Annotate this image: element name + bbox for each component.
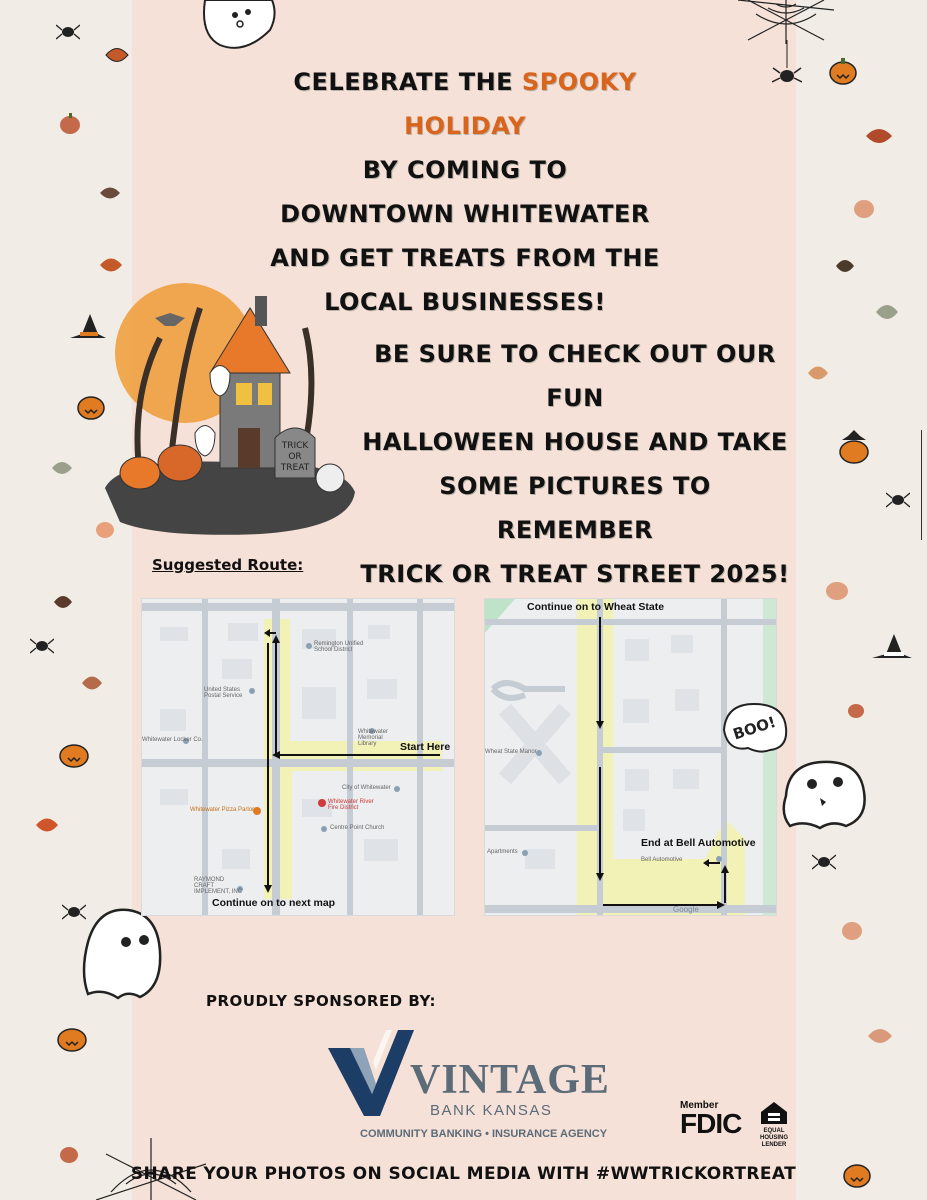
headline-line-3: DOWNTOWN WHITEWATER — [280, 200, 650, 228]
boo-ghost-icon — [718, 700, 792, 756]
leaf-icon — [806, 362, 830, 384]
headline-accent: SPOOKY HOLIDAY — [404, 68, 637, 140]
route-map-1[interactable] — [141, 598, 455, 916]
route-map-2[interactable] — [484, 598, 777, 916]
fdic-member-text: Member — [680, 1100, 719, 1111]
end-bell-automotive-label: End at Bell Automotive — [641, 837, 756, 849]
bank-name: VINTAGE — [410, 1057, 610, 1103]
leaf-icon — [104, 44, 130, 66]
headline-line-5: LOCAL BUSINESSES! — [324, 288, 606, 316]
spider-icon — [56, 22, 80, 42]
poi-pizza: Whitewater Pizza Parlor — [190, 807, 255, 813]
pumpkin-icon — [846, 700, 866, 720]
map-2-graphic — [485, 599, 777, 916]
poi-wheat-state-manor: Wheat State Manor — [485, 749, 537, 755]
equal-housing-text: EQUAL HOUSING LENDER — [759, 1128, 788, 1148]
leaf-icon — [98, 254, 124, 276]
pumpkin-icon — [58, 1144, 80, 1164]
leaf-icon — [834, 256, 856, 276]
poi-city: City of Whitewater — [342, 785, 391, 791]
spider-icon — [30, 636, 54, 656]
pumpkin-icon — [852, 196, 876, 220]
headline-line-2: BY COMING TO — [362, 156, 568, 184]
headline-line-1: CELEBRATE THE — [293, 68, 522, 96]
poi-fire-district: Whitewater River Fire District — [328, 799, 374, 811]
poi-implement: RAYMOND CRAFT IMPLEMENT, INC — [194, 877, 243, 895]
route-label: Suggested Route: — [152, 556, 304, 574]
google-logo: Google — [673, 905, 699, 914]
spider-icon — [812, 852, 836, 872]
fdic-text: FDIC — [680, 1108, 742, 1139]
ghost-icon — [776, 756, 872, 832]
poi-school: Remington Unified School District — [314, 641, 364, 653]
leaf-icon — [52, 592, 74, 612]
map-1-graphic — [142, 599, 455, 916]
equal-housing-badge — [756, 1100, 792, 1149]
pumpkin-icon — [824, 578, 850, 602]
pumpkin-icon — [840, 918, 864, 942]
haunted-house-illustration — [100, 278, 360, 540]
pumpkin-icon — [58, 740, 90, 768]
subtext-line-2: HALLOWEEN HOUSE AND TAKE — [362, 428, 788, 456]
headline-line-4: AND GET TREATS FROM THE — [270, 244, 660, 272]
continue-next-map-label: Continue on to next map — [212, 897, 336, 909]
poi-church: Centre Point Church — [330, 825, 385, 831]
bank-tagline: COMMUNITY BANKING • INSURANCE AGENCY — [360, 1128, 608, 1140]
leaf-icon — [50, 458, 74, 478]
witch-hat-icon — [870, 632, 914, 662]
spider-icon — [772, 40, 802, 90]
poi-apartments: Apartments — [487, 849, 518, 855]
poi-locker: Whitewater Locker Co. — [142, 737, 203, 743]
subtext-line-3: SOME PICTURES TO REMEMBER — [439, 472, 711, 544]
leaf-icon — [98, 184, 122, 202]
bank-logo-icon — [328, 1030, 414, 1120]
subtext — [360, 332, 790, 596]
equal-housing-icon — [759, 1100, 789, 1124]
ghost-icon — [78, 902, 168, 1002]
leaf-icon — [80, 672, 104, 694]
leaf-icon — [864, 124, 894, 148]
spider-icon — [886, 490, 910, 510]
footer-hashtag: SHARE YOUR PHOTOS ON SOCIAL MEDIA WITH #WWTRICKORTREAT — [130, 1164, 797, 1184]
fdic-badge — [680, 1100, 741, 1137]
leaf-icon — [874, 300, 900, 324]
boo-text: BOO! — [730, 712, 778, 744]
pumpkin-icon — [828, 56, 858, 86]
continue-wheat-state-label: Continue on to Wheat State — [527, 601, 665, 613]
sponsor-label: PROUDLY SPONSORED BY: — [206, 992, 437, 1010]
leaf-icon — [866, 1024, 894, 1048]
poi-library: Whitewater Memorial Library — [358, 729, 389, 747]
subtext-line-4: TRICK OR TREAT STREET 2025! — [360, 560, 790, 588]
bank-subtitle: BANK KANSAS — [430, 1102, 553, 1119]
leaf-icon — [34, 814, 60, 836]
poi-bell-automotive: Bell Automotive — [641, 857, 683, 863]
ghost-icon — [200, 0, 280, 50]
pumpkin-icon — [56, 1024, 88, 1052]
start-here-label: Start Here — [400, 741, 451, 753]
pumpkin-icon — [58, 112, 82, 136]
poi-post-office: United States Postal Service — [204, 687, 243, 699]
pumpkin-icon — [836, 430, 872, 464]
right-edge-line — [921, 430, 922, 540]
gravestone-text: TRICK OR TREAT — [280, 441, 310, 473]
subtext-line-1: BE SURE TO CHECK OUT OUR FUN — [374, 340, 776, 412]
